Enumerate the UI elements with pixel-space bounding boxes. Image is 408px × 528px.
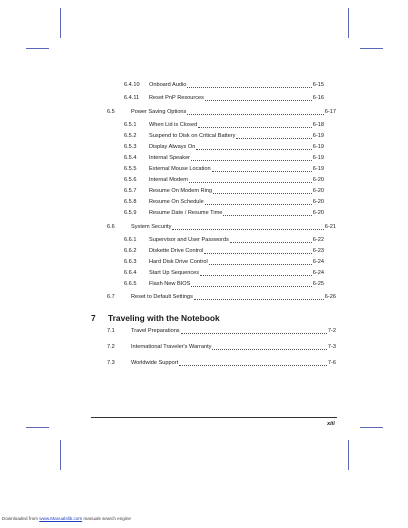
toc-entry-page: 6-20 xyxy=(312,177,324,183)
toc-entry-page: 6-20 xyxy=(312,199,324,205)
toc-entry-title: Onboard Audio xyxy=(149,82,187,88)
toc-entry-title: Resume On Modem Ring xyxy=(149,188,213,194)
toc-entry-number: 6.6.4 xyxy=(124,270,137,276)
toc-entry[interactable] xyxy=(107,109,336,116)
toc-entry-title: External Mouse Location xyxy=(149,166,211,172)
crop-mark-right-bottom xyxy=(360,427,383,428)
toc-entry[interactable] xyxy=(107,344,336,351)
toc-entry-number: 6.7 xyxy=(107,294,115,300)
toc-entry-number: 6.5 xyxy=(107,109,115,115)
footer-rule xyxy=(91,417,337,418)
toc-entry-title: System Security xyxy=(131,224,172,230)
crop-mark-top-right xyxy=(348,8,349,38)
toc-entry-number: 6.5.9 xyxy=(124,210,137,216)
toc-entry-number: 6.5.7 xyxy=(124,188,137,194)
toc-leader-dots xyxy=(223,211,311,216)
toc-entry-number: 7.1 xyxy=(107,328,115,334)
toc-entry-number: 6.5.6 xyxy=(124,177,137,183)
toc-entry-number: 6.5.8 xyxy=(124,199,137,205)
crop-mark-bottom-left xyxy=(60,440,61,470)
toc-leader-dots xyxy=(194,295,324,300)
toc-entry-title: International Traveler's Warranty xyxy=(131,344,212,350)
toc-entry-title: When Lid is Closed xyxy=(149,122,198,128)
toc-entry-number: 6.5.3 xyxy=(124,144,137,150)
toc-entry-page: 6-21 xyxy=(324,224,336,230)
toc-leader-dots xyxy=(196,145,311,150)
toc-leader-dots xyxy=(181,329,327,334)
toc-leader-dots xyxy=(189,178,312,183)
crop-mark-left-top xyxy=(26,48,49,49)
toc-entry-page: 6-18 xyxy=(312,122,324,128)
toc-entry-title: Suspend to Disk on Critical Battery xyxy=(149,133,236,139)
toc-entry-number: 7.2 xyxy=(107,344,115,350)
toc-entry[interactable] xyxy=(124,144,324,151)
toc-leader-dots xyxy=(191,282,311,287)
toc-entry[interactable] xyxy=(124,237,324,244)
toc-entry-title: Supervisor and User Passwords xyxy=(149,237,229,243)
toc-entry-number: 6.6.3 xyxy=(124,259,137,265)
toc-entry-page: 7-6 xyxy=(327,360,336,366)
toc-entry-title: Start Up Sequences xyxy=(149,270,200,276)
toc-entry[interactable] xyxy=(124,188,324,195)
toc-entry[interactable] xyxy=(107,294,336,301)
toc-leader-dots xyxy=(230,238,312,243)
toc-entry-number: 6.5.5 xyxy=(124,166,137,172)
toc-entry-number: 6.5.1 xyxy=(124,122,137,128)
toc-entry-title: Internal Speaker xyxy=(149,155,191,161)
toc-entry[interactable] xyxy=(124,199,324,206)
toc-leader-dots xyxy=(200,271,312,276)
download-suffix: manuals search engine xyxy=(82,516,131,521)
crop-mark-right-top xyxy=(360,48,383,49)
toc-entry-page: 6-26 xyxy=(324,294,336,300)
download-prefix: Downloaded from xyxy=(2,516,40,521)
toc-entry-page: 6-23 xyxy=(312,248,324,254)
toc-entry[interactable] xyxy=(124,259,324,266)
toc-entry-title: Power Saving Options xyxy=(131,109,187,115)
toc-leader-dots xyxy=(212,345,326,350)
toc-entry-title: Internal Modem xyxy=(149,177,188,183)
toc-entry-page: 7-3 xyxy=(327,344,336,350)
chapter-heading xyxy=(91,313,220,323)
toc-entry-page: 7-2 xyxy=(327,328,336,334)
crop-mark-left-bottom xyxy=(26,427,49,428)
toc-entry[interactable] xyxy=(107,360,336,367)
toc-entry-title: Travel Preparations xyxy=(131,328,180,334)
toc-entry-title: Worldwide Support xyxy=(131,360,179,366)
toc-entry[interactable] xyxy=(124,248,324,255)
chapter-title: Traveling with the Notebook xyxy=(108,313,220,323)
toc-entry-title: Resume Date / Resume Time xyxy=(149,210,223,216)
toc-entry-title: Flash New BIOS xyxy=(149,281,191,287)
toc-entry-page: 6-24 xyxy=(312,259,324,265)
toc-leader-dots xyxy=(198,123,312,128)
toc-entry-number: 6.5.4 xyxy=(124,155,137,161)
toc-entry-title: Reset to Default Settings xyxy=(131,294,193,300)
crop-mark-bottom-right xyxy=(348,440,349,470)
toc-leader-dots xyxy=(187,110,323,115)
toc-entry-page: 6-24 xyxy=(312,270,324,276)
footer-page-number: xiii xyxy=(327,421,335,427)
toc-entry[interactable] xyxy=(124,155,324,162)
toc-leader-dots xyxy=(191,156,312,161)
toc-leader-dots xyxy=(187,83,311,88)
toc-leader-dots xyxy=(205,96,312,101)
toc-entry-number: 6.6.1 xyxy=(124,237,137,243)
toc-entry-number: 7.3 xyxy=(107,360,115,366)
toc-entry-page: 6-20 xyxy=(312,210,324,216)
toc-entry-page: 6-22 xyxy=(312,237,324,243)
toc-entry[interactable] xyxy=(107,328,336,335)
toc-leader-dots xyxy=(236,134,311,139)
toc-entry-page: 6-16 xyxy=(312,95,324,101)
toc-entry[interactable] xyxy=(124,133,324,140)
toc-entry[interactable] xyxy=(107,224,336,231)
toc-entry-page: 6-25 xyxy=(312,281,324,287)
toc-entry-number: 6.6.5 xyxy=(124,281,137,287)
toc-entry[interactable] xyxy=(124,177,324,184)
toc-entry-number: 6.5.2 xyxy=(124,133,137,139)
toc-entry-number: 6.4.11 xyxy=(124,95,140,101)
toc-entry[interactable] xyxy=(124,210,324,217)
toc-entry-page: 6-17 xyxy=(324,109,336,115)
toc-entry-number: 6.6 xyxy=(107,224,115,230)
toc-entry-title: Resume On Schedule xyxy=(149,199,204,205)
toc-entry-number: 6.4.10 xyxy=(124,82,140,88)
crop-mark-top-left xyxy=(60,8,61,38)
toc-entry-page: 6-19 xyxy=(312,144,324,150)
toc-entry-title: Display Always On xyxy=(149,144,196,150)
toc-entry-title: Diskette Drive Control xyxy=(149,248,204,254)
toc-leader-dots xyxy=(212,167,312,172)
toc-leader-dots xyxy=(179,361,327,366)
manualslib-link[interactable]: www.Manualslib.com xyxy=(39,516,83,521)
toc-entry[interactable] xyxy=(124,122,324,129)
toc-entry-page: 6-19 xyxy=(312,166,324,172)
toc-leader-dots xyxy=(204,249,311,254)
download-note xyxy=(2,516,131,521)
toc-entry-number: 6.6.2 xyxy=(124,248,137,254)
chapter-number: 7 xyxy=(91,313,96,323)
toc-entry[interactable] xyxy=(124,270,324,277)
toc-leader-dots xyxy=(209,260,312,265)
toc-entry[interactable] xyxy=(124,82,324,89)
toc-entry-page: 6-20 xyxy=(312,188,324,194)
toc-leader-dots xyxy=(213,189,312,194)
toc-leader-dots xyxy=(172,225,323,230)
toc-entry-title: Hard Disk Drive Control xyxy=(149,259,208,265)
toc-entry[interactable] xyxy=(124,95,324,102)
toc-entry-page: 6-15 xyxy=(312,82,324,88)
toc-entry-page: 6-19 xyxy=(312,155,324,161)
toc-entry-page: 6-19 xyxy=(312,133,324,139)
toc-entry[interactable] xyxy=(124,166,324,173)
toc-leader-dots xyxy=(205,200,312,205)
toc-entry[interactable] xyxy=(124,281,324,288)
toc-entry-title: Reset PnP Resources xyxy=(149,95,204,101)
